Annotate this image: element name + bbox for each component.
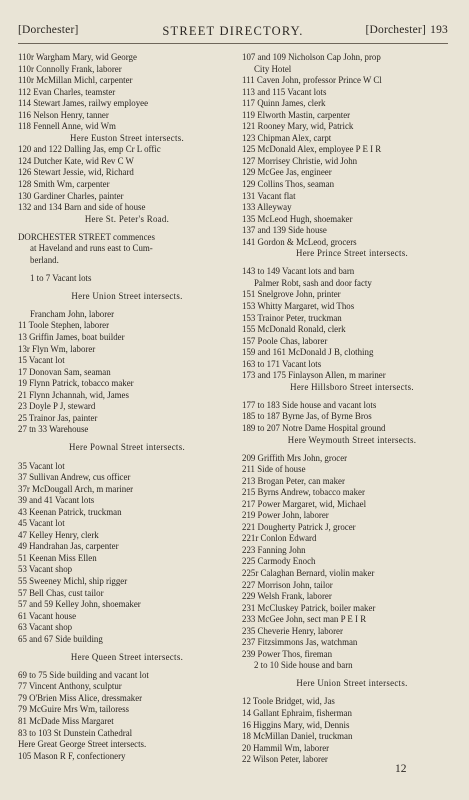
directory-entry: 18 McMillan Daniel, truckman bbox=[242, 731, 353, 742]
directory-entry: 79 O'Brien Miss Alice, dressmaker bbox=[18, 692, 143, 703]
directory-entry: 110r Wargham Mary, wid George bbox=[18, 52, 137, 62]
page-number: 193 bbox=[430, 24, 448, 36]
directory-entry: 177 to 183 Side house and vacant lots bbox=[242, 399, 377, 410]
directory-entry: 27 tn 33 Warehouse bbox=[18, 424, 89, 435]
directory-entry: 39 and 41 Vacant lots bbox=[18, 495, 95, 506]
directory-entry: 141 Gordon & McLeod, grocers bbox=[242, 236, 357, 247]
directory-entry: 153 Trainor Peter, truckman bbox=[242, 312, 342, 323]
left-column bbox=[18, 52, 236, 762]
directory-entry: 47 Kelley Henry, clerk bbox=[18, 529, 99, 540]
directory-entry: 81 McDade Miss Margaret bbox=[18, 715, 114, 726]
directory-entry: 35 Vacant lot bbox=[18, 460, 65, 471]
directory-entry: 135 McLeod Hugh, shoemaker bbox=[242, 213, 353, 224]
directory-entry: 229 Welsh Frank, laborer bbox=[242, 591, 332, 602]
directory-entry: 69 to 75 Side building and vacant lot bbox=[18, 669, 149, 680]
directory-entry: 126 Stewart Jessie, wid, Richard bbox=[18, 167, 134, 178]
cross-street-heading: Here Weymouth Street intersects. bbox=[287, 434, 417, 445]
directory-entry: 121 Rooney Mary, wid, Patrick bbox=[242, 121, 354, 132]
directory-entry: DORCHESTER STREET commences bbox=[18, 231, 155, 242]
directory-entry: 127 Morrisey Christie, wid John bbox=[242, 155, 358, 166]
directory-entry: 211 Side of house bbox=[242, 464, 306, 475]
directory-entry: 151 Snelgrove John, printer bbox=[242, 289, 341, 300]
directory-entry: 2 to 10 Side house and barn bbox=[254, 660, 353, 671]
directory-entry: 83 to 103 St Dunstein Cathedral bbox=[18, 727, 133, 738]
directory-entry: 137 and 139 Side house bbox=[242, 225, 327, 236]
directory-entry: 233 McGee John, sect man P E I R bbox=[242, 614, 367, 625]
right-column bbox=[242, 52, 462, 766]
directory-entry: 227 Morrison John, tailor bbox=[242, 579, 333, 590]
directory-entry: 225 Carmody Enoch bbox=[242, 556, 316, 567]
directory-entry: 51 Keenan Miss Ellen bbox=[18, 552, 97, 563]
directory-entry: 19 Flynn Patrick, tobacco maker bbox=[18, 378, 134, 389]
directory-entry: 14 Gallant Ephraim, fisherman bbox=[242, 708, 352, 719]
directory-entry: 112 Evan Charles, teamster bbox=[18, 86, 116, 97]
directory-entry: 37r McDougall Arch, m mariner bbox=[18, 483, 134, 494]
directory-entry: 21 Flynn Jchannah, wid, James bbox=[18, 389, 129, 400]
cross-street-heading: Here Prince Street intersects. bbox=[295, 248, 408, 259]
directory-entry: 123 Chipman Alex, carpt bbox=[242, 132, 332, 143]
directory-entry: 116 Nelson Henry, tanner bbox=[18, 109, 109, 120]
directory-entry: 219 Power John, laborer bbox=[242, 510, 329, 521]
directory-entry: Palmer Robt, sash and door facty bbox=[254, 277, 372, 288]
directory-entry: 16 Higgins Mary, wid, Dennis bbox=[242, 719, 350, 730]
directory-entry: 221r Conlon Edward bbox=[242, 533, 317, 544]
directory-entry: 159 and 161 McDonald J B, clothing bbox=[242, 347, 374, 358]
directory-entry: 217 Power Margaret, wid, Michael bbox=[242, 498, 367, 509]
directory-entry: 132 and 134 Barn and side of house bbox=[18, 202, 146, 213]
directory-entry: 45 Vacant lot bbox=[18, 518, 65, 529]
directory-entry: 155 McDonald Ronald, clerk bbox=[242, 324, 346, 335]
directory-entry: 105 Mason R F, confectionery bbox=[18, 750, 126, 761]
directory-entry: at Haveland and runs east to Cum- bbox=[30, 243, 153, 254]
header-street-left: [Dorchester] bbox=[18, 24, 79, 36]
directory-entry: 131 Vacant flat bbox=[242, 190, 296, 201]
directory-entry: 15 Vacant lot bbox=[18, 355, 65, 366]
directory-entry: berland. bbox=[30, 254, 59, 265]
directory-entry: 23 Doyle P J, steward bbox=[18, 401, 96, 412]
header-title: STREET DIRECTORY. bbox=[162, 24, 304, 38]
directory-entry: 77 Vincent Anthony, sculptur bbox=[18, 681, 122, 692]
directory-entry: 43 Keenan Patrick, truckman bbox=[18, 506, 122, 517]
directory-entry: 143 to 149 Vacant lots and barn bbox=[242, 266, 355, 277]
directory-entry: 215 Byrns Andrew, tobacco maker bbox=[242, 487, 365, 498]
directory-entry: Francham John, laborer bbox=[30, 308, 115, 319]
directory-entry: 11 Toole Stephen, laborer bbox=[18, 320, 110, 331]
directory-entry: 63 Vacant shop bbox=[18, 622, 73, 633]
directory-entry: 49 Handrahan Jas, carpenter bbox=[18, 541, 119, 552]
directory-entry: 231 McCluskey Patrick, boiler maker bbox=[242, 602, 376, 613]
directory-entry: 110r McMillan Michl, carpenter bbox=[18, 75, 133, 86]
directory-entry: 128 Smith Wm, carpenter bbox=[18, 179, 110, 190]
directory-entry: 130 Gardiner Charles, painter bbox=[18, 190, 124, 201]
directory-entry: 37 Sullivan Andrew, cus officer bbox=[18, 472, 131, 483]
directory-entry: 223 Fanning John bbox=[242, 544, 306, 555]
directory-entry: 57 Bell Chas, cust tailor bbox=[18, 587, 104, 598]
header-street-right: [Dorchester] bbox=[365, 24, 426, 36]
directory-entry: 117 Quinn James, clerk bbox=[242, 98, 326, 109]
directory-entry: 53 Vacant shop bbox=[18, 564, 73, 575]
directory-entry: 17 Donovan Sam, seaman bbox=[18, 366, 111, 377]
directory-entry: 189 to 207 Notre Dame Hospital ground bbox=[242, 422, 386, 433]
directory-entry: 209 Griffith Mrs John, grocer bbox=[242, 452, 348, 463]
page-header bbox=[18, 24, 448, 40]
directory-entry: City Hotel bbox=[254, 63, 292, 74]
directory-entry: 20 Hammil Wm, laborer bbox=[242, 742, 330, 753]
directory-entry: 13r Flyn Wm, laborer bbox=[18, 343, 96, 354]
directory-entry: 61 Vacant house bbox=[18, 610, 77, 621]
directory-entry: 124 Dutcher Kate, wid Rev C W bbox=[18, 155, 134, 166]
directory-entry: 125 McDonald Alex, employee P E I R bbox=[242, 144, 382, 155]
cross-street-heading: Here Euston Street intersects. bbox=[70, 132, 184, 143]
directory-entry: 55 Sweeney Michl, ship rigger bbox=[18, 575, 128, 586]
directory-entry: 235 Cheverie Henry, laborer bbox=[242, 625, 343, 636]
directory-entry: 13 Griffin James, boat builder bbox=[18, 332, 125, 343]
cross-street-heading: Here Hillsboro Street intersects. bbox=[290, 381, 414, 392]
directory-entry: 57 and 59 Kelley John, shoemaker bbox=[18, 599, 141, 610]
directory-entry: 157 Poole Chas, laborer bbox=[242, 335, 328, 346]
directory-entry: 221 Dougherty Patrick J, grocer bbox=[242, 521, 356, 532]
directory-entry: 1 to 7 Vacant lots bbox=[30, 272, 92, 283]
directory-entry: 22 Wilson Peter, laborer bbox=[242, 754, 328, 765]
directory-entry: 129 Collins Thos, seaman bbox=[242, 179, 335, 190]
cross-street-heading: Here Union Street intersects. bbox=[71, 290, 183, 301]
directory-entry: 65 and 67 Side building bbox=[18, 633, 103, 644]
directory-entry: 237 Fitzsimmons Jas, watchman bbox=[242, 637, 358, 648]
cross-street-heading: Here Union Street intersects. bbox=[296, 678, 408, 689]
directory-entry: 119 Elworth Mastin, carpenter bbox=[242, 109, 351, 120]
directory-entry: 129 McGee Jas, engineer bbox=[242, 167, 332, 178]
directory-entry: 25 Trainor Jas, painter bbox=[18, 412, 98, 423]
directory-entry: 225r Calaghan Bernard, violin maker bbox=[242, 568, 375, 579]
signature-mark: 12 bbox=[395, 763, 407, 775]
directory-entry: 120 and 122 Dalling Jas, emp Cr L offic bbox=[18, 144, 161, 155]
directory-entry: 153 Whitty Margaret, wid Thos bbox=[242, 300, 355, 311]
directory-entry: 118 Fennell Anne, wid Wm bbox=[18, 121, 116, 132]
directory-entry: 113 and 115 Vacant lots bbox=[242, 86, 327, 97]
cross-street-heading: Here St. Peter's Road. bbox=[84, 213, 170, 224]
directory-entry: 12 Toole Bridget, wid, Jas bbox=[242, 696, 335, 707]
directory-entry: 79 McGuire Mrs Wm, tailoress bbox=[18, 704, 130, 715]
directory-entry: 133 Alleyway bbox=[242, 202, 292, 213]
directory-entry: 213 Brogan Peter, can maker bbox=[242, 475, 345, 486]
directory-entry: 107 and 109 Nicholson Cap John, prop bbox=[242, 52, 381, 62]
header-rule bbox=[18, 43, 448, 44]
directory-entry: Here Great George Street intersects. bbox=[18, 739, 147, 750]
directory-entry: 185 to 187 Byrne Jas, of Byrne Bros bbox=[242, 411, 372, 422]
cross-street-heading: Here Pownal Street intersects. bbox=[69, 442, 185, 453]
directory-entry: 110r Connolly Frank, laborer bbox=[18, 63, 122, 74]
cross-street-heading: Here Queen Street intersects. bbox=[70, 651, 184, 662]
directory-entry: 163 to 171 Vacant lots bbox=[242, 358, 322, 369]
directory-entry: 114 Stewart James, railwy employee bbox=[18, 98, 149, 109]
directory-entry: 111 Caven John, professor Prince W Cl bbox=[242, 75, 382, 86]
directory-entry: 173 and 175 Finlayson Allen, m mariner bbox=[242, 370, 386, 381]
directory-entry: 239 Power Thos, fireman bbox=[242, 648, 333, 659]
